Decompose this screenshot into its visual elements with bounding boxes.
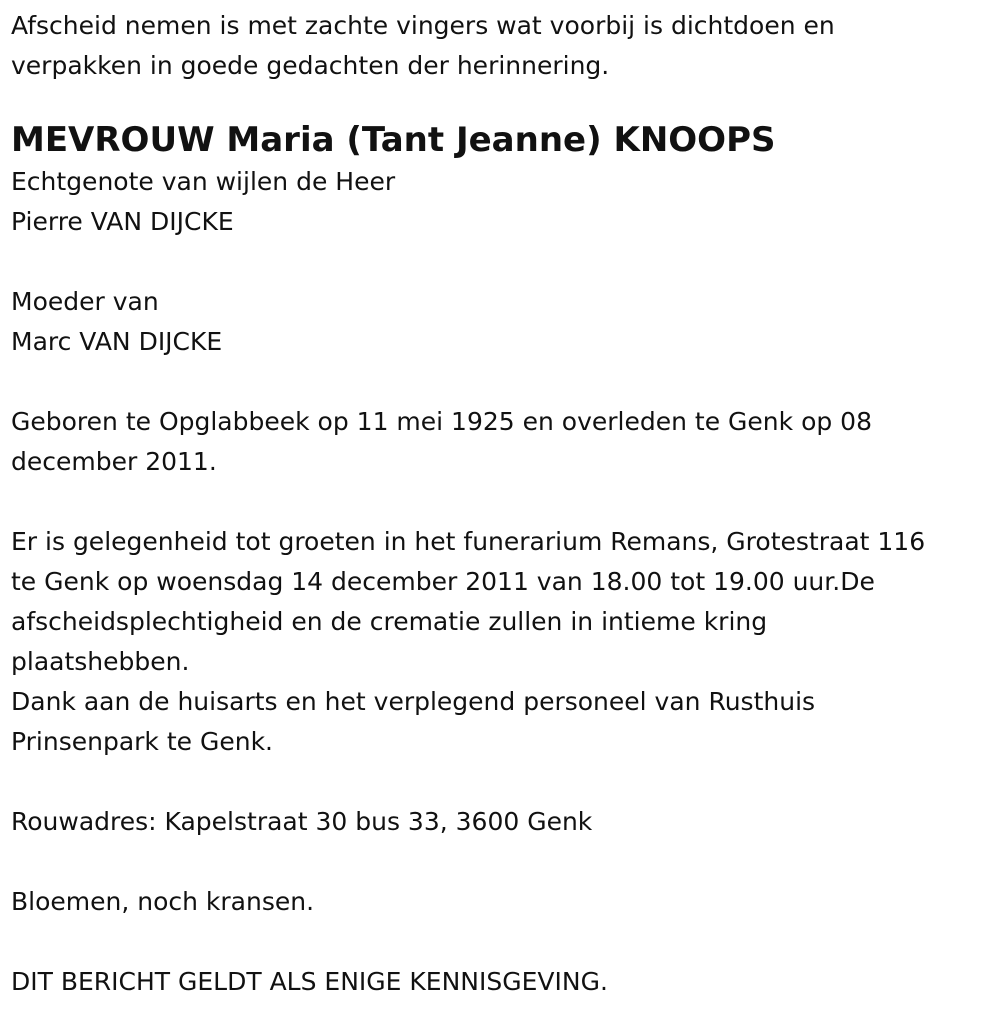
ceremony-line-1: Er is gelegenheid tot groeten in het funerarium Remans, Grotestraat 116	[11, 527, 926, 556]
spouse-line-1: Echtgenote van wijlen de Heer	[11, 167, 396, 196]
official-notice: DIT BERICHT GELDT ALS ENIGE KENNISGEVING.	[11, 967, 608, 996]
birth-death-line-1: Geboren te Opglabbeek op 11 mei 1925 en overleden te Genk op 08	[11, 407, 872, 436]
intro-line-2: verpakken in goede gedachten der herinnering.	[11, 51, 610, 80]
mother-of-line-2: Marc VAN DIJCKE	[11, 327, 223, 356]
mother-of-line-1: Moeder van	[11, 287, 159, 316]
thanks-line-2: Prinsenpark te Genk.	[11, 727, 273, 756]
ceremony-line-2: te Genk op woensdag 14 december 2011 van 18.00 tot 19.00 uur.De	[11, 567, 875, 596]
ceremony-line-3: afscheidsplechtigheid en de crematie zullen in intieme kring	[11, 607, 768, 636]
ceremony-line-4: plaatshebben.	[11, 647, 190, 676]
deceased-name-heading: MEVROUW Maria (Tant Jeanne) KNOOPS	[11, 120, 776, 160]
birth-death-line-2: december 2011.	[11, 447, 217, 476]
mourning-address: Rouwadres: Kapelstraat 30 bus 33, 3600 Genk	[11, 807, 593, 836]
intro-line-1: Afscheid nemen is met zachte vingers wat voorbij is dichtdoen en	[11, 11, 835, 40]
flowers-note: Bloemen, noch kransen.	[11, 887, 315, 916]
spouse-line-2: Pierre VAN DIJCKE	[11, 207, 234, 236]
thanks-line-1: Dank aan de huisarts en het verplegend personeel van Rusthuis	[11, 687, 816, 716]
